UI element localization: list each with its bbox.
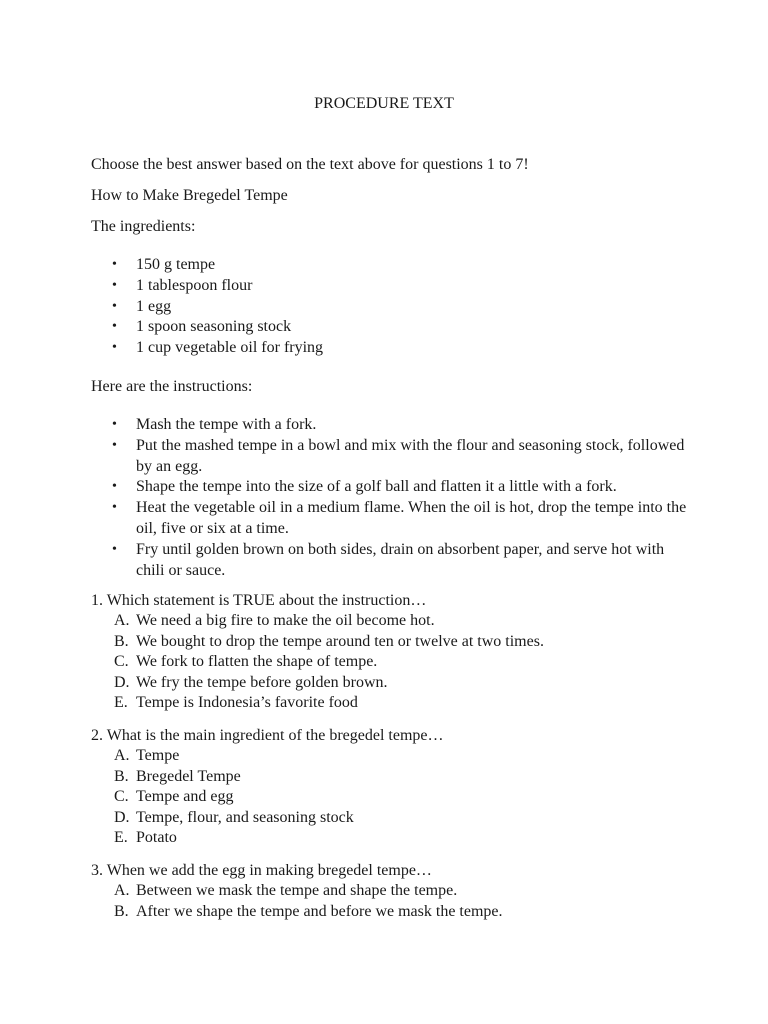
directions: Choose the best answer based on the text above for questions 1 to 7! [91,156,529,173]
option-letter: E. [114,694,128,712]
ingredient-item: • 150 g tempe [91,255,691,276]
ingredient-item: • 1 cup vegetable oil for frying [91,338,691,359]
option-text: We need a big fire to make the oil become hot. [136,612,435,629]
ingredient-item: • 1 spoon seasoning stock [91,317,691,338]
option-text: We bought to drop the tempe around ten or twelve at two times. [136,632,544,650]
option-letter: A. [114,882,130,899]
text-title: How to Make Bregedel Tempe [91,187,288,204]
instructions-heading: Here are the instructions: [91,378,253,395]
option-letter: D. [114,808,130,826]
option-text: After we shape the tempe and before we mask the tempe. [136,902,503,920]
answer-option [91,673,711,694]
question-3 [91,861,711,922]
answer-option [91,808,711,829]
option-letter: B. [114,902,129,920]
option-letter: A. [114,747,130,764]
ingredients-heading: The ingredients: [91,218,196,235]
option-text: Bregedel Tempe [136,767,241,785]
option-letter: B. [114,632,129,650]
option-letter: E. [114,829,128,847]
page-title: PROCEDURE TEXT [314,95,454,112]
instruction-item: • Fry until golden brown on both sides, drain on absorbent paper, and serve hot with chili or sauce. [91,540,691,582]
option-text: Tempe is Indonesia’s favorite food [136,694,358,712]
answer-option [91,652,711,673]
instruction-item: • Put the mashed tempe in a bowl and mix with the flour and seasoning stock, followed by an egg. [91,436,691,478]
option-text: Between we mask the tempe and shape the tempe. [136,882,458,899]
question-1 [91,591,711,714]
answer-option [91,828,711,849]
option-text: We fork to flatten the shape of tempe. [136,653,378,671]
answer-option [91,767,711,788]
question-text: 1. Which statement is TRUE about the instruction… [91,592,427,609]
question-2 [91,726,711,849]
option-letter: A. [114,612,130,629]
option-letter: B. [114,767,129,785]
option-text: We fry the tempe before golden brown. [136,673,388,691]
answer-option [91,902,711,923]
instruction-item: • Mash the tempe with a fork. [91,415,691,436]
option-text: Tempe [136,747,180,764]
instruction-item: • Shape the tempe into the size of a golf ball and flatten it a little with a fork. [91,477,691,498]
instructions-list [91,415,691,581]
answer-option [91,881,711,902]
ingredient-item: • 1 egg [91,297,691,318]
question-text: 3. When we add the egg in making bregedel tempe… [91,862,432,879]
question-text: 2. What is the main ingredient of the bregedel tempe… [91,727,444,744]
option-text: Potato [136,829,177,847]
answer-option [91,632,711,653]
option-letter: D. [114,673,130,691]
ingredient-item: • 1 tablespoon flour [91,276,691,297]
answer-option [91,787,711,808]
answer-option [91,693,711,714]
answer-option [91,746,711,767]
instruction-item: • Heat the vegetable oil in a medium flame. When the oil is hot, drop the tempe into the oil, five or six at a time. [91,498,691,540]
option-letter: C. [114,653,129,671]
ingredients-list [91,255,691,359]
option-letter: C. [114,788,129,806]
option-text: Tempe, flour, and seasoning stock [136,808,354,826]
option-text: Tempe and egg [136,788,234,806]
answer-option [91,611,711,632]
